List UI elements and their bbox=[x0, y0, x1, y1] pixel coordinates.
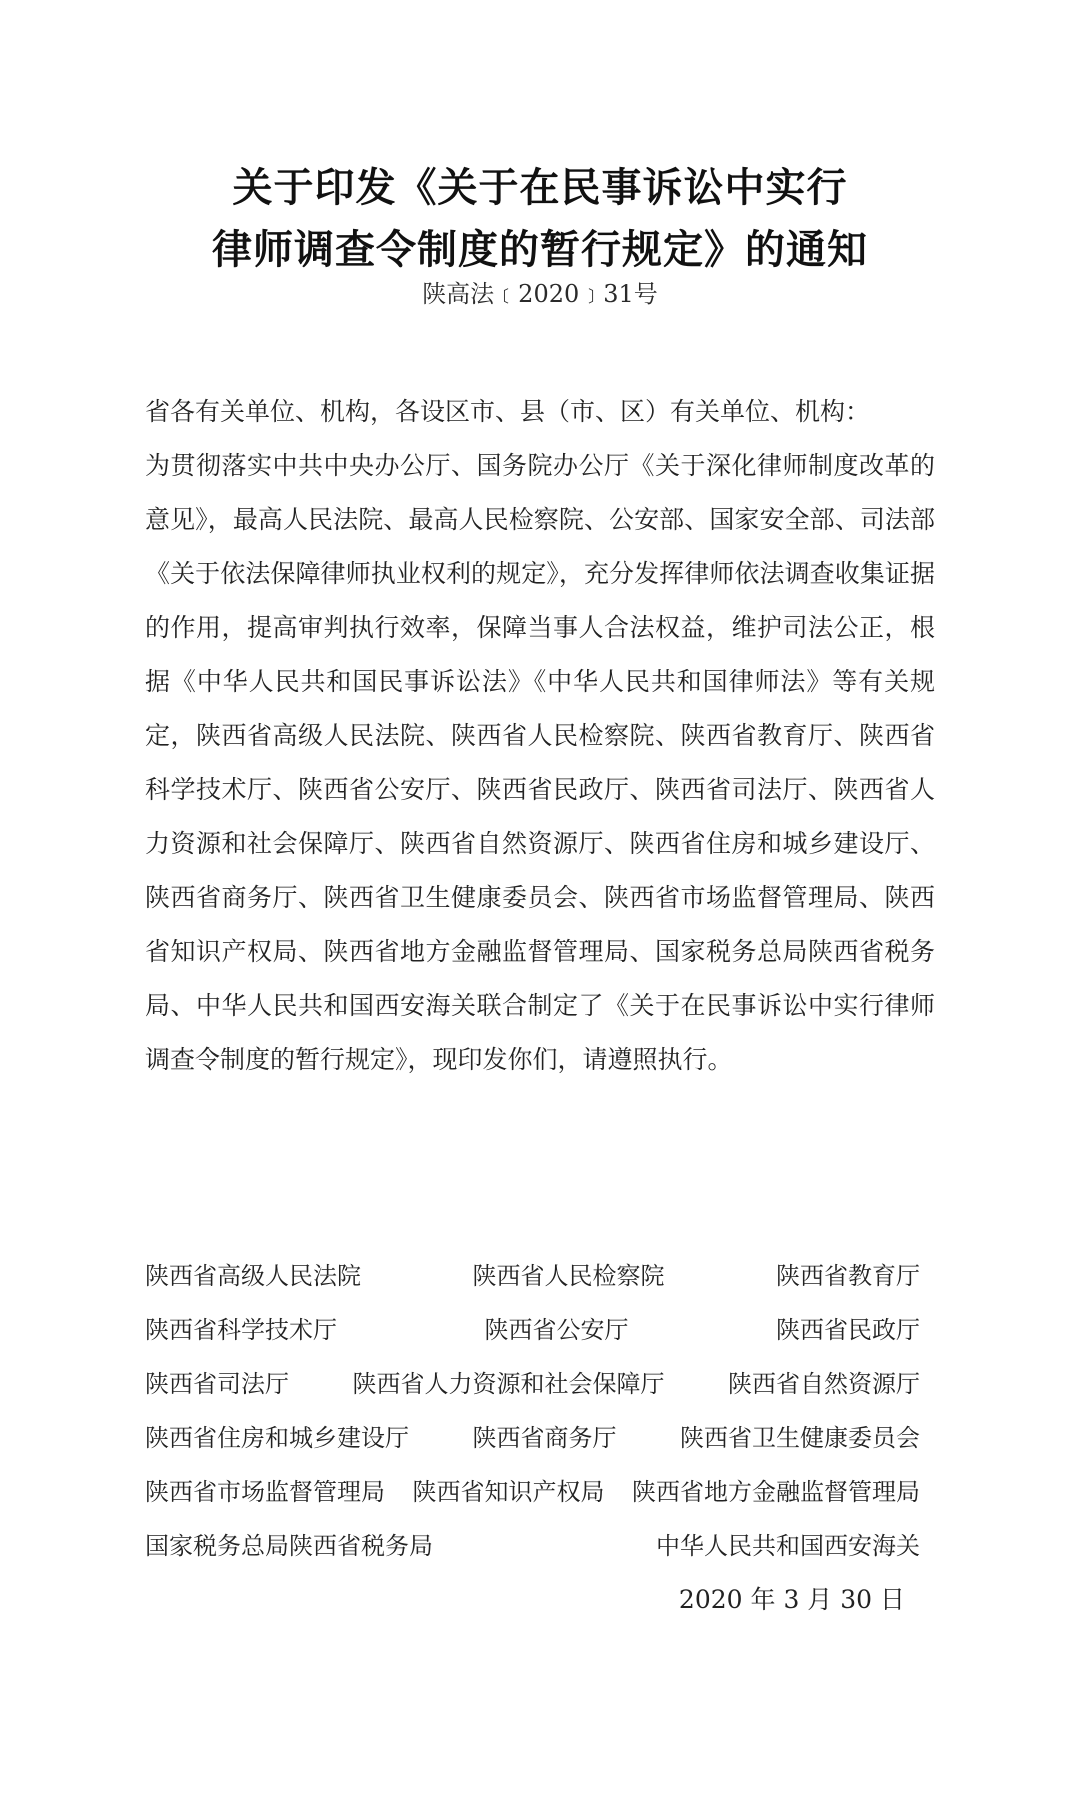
issuer-name: 陕西省商务厅 bbox=[472, 1424, 617, 1452]
issuer-name: 陕西省市场监督管理局 bbox=[145, 1478, 385, 1506]
issuer-name: 陕西省人力资源和社会保障厅 bbox=[352, 1370, 665, 1398]
salutation: 省各有关单位、机构，各设区市、县（市、区）有关单位、机构： bbox=[145, 397, 871, 426]
issuer-name: 陕西省科学技术厅 bbox=[145, 1316, 337, 1344]
issuer-name: 陕西省司法厅 bbox=[145, 1370, 289, 1398]
issuer-name: 陕西省自然资源厅 bbox=[728, 1370, 920, 1398]
issuer-row bbox=[145, 1526, 920, 1566]
issuer-row bbox=[145, 1418, 920, 1458]
issuer-name: 国家税务总局陕西省税务局 bbox=[145, 1532, 433, 1560]
issuer-row bbox=[145, 1472, 920, 1512]
issuer-name: 中华人民共和国西安海关 bbox=[656, 1532, 920, 1560]
issuer-name: 陕西省住房和城乡建设厅 bbox=[145, 1424, 409, 1452]
issuer-name: 陕西省民政厅 bbox=[776, 1316, 920, 1344]
document-number: 陕高法﹝2020﹞31号 bbox=[422, 280, 658, 308]
body-paragraph: 为贯彻落实中共中央办公厅、国务院办公厅《关于深化律师制度改革的意见》，最高人民法院、最高人民检察院、公安部、国家安全部、司法部《关于依法保障律师执业权利的规定》，充分发挥律师依法调查收集证据的作用，提高审判执行效率，保障当事人合法权益，维护司法公正，根据《中华人民共和国民事诉讼法》《中华人民共和国律师法》等有关规定，陕西省高级人民法院、陕西省人民检察院、陕西省教育厅、陕西省科学技术厅、陕西省公安厅、陕西省民政厅、陕西省司法厅、陕西省人力资源和社会保障厅、陕西省自然资源厅、陕西省住房和城乡建设厅、陕西省商务厅、陕西省卫生健康委员会、陕西省市场监督管理局、陕西省知识产权局、陕西省地方金融监督管理局、国家税务总局陕西省税务局、中华人民共和国西安海关联合制定了《关于在民事诉讼中实行律师调查令制度的暂行规定》，现印发你们，请遵照执行。 bbox=[145, 451, 935, 1074]
issuer-name: 陕西省教育厅 bbox=[776, 1262, 920, 1290]
issuer-name: 陕西省人民检察院 bbox=[472, 1262, 665, 1290]
issuer-name: 陕西省知识产权局 bbox=[412, 1478, 605, 1506]
issue-date: 2020 年 3 月 30 日 bbox=[678, 1585, 905, 1614]
issuer-row bbox=[145, 1310, 920, 1350]
issuer-row bbox=[145, 1364, 920, 1404]
issuer-name: 陕西省地方金融监督管理局 bbox=[632, 1478, 920, 1506]
issuer-name: 陕西省高级人民法院 bbox=[145, 1262, 361, 1290]
document-title-line-2: 律师调查令制度的暂行规定》的通知 bbox=[212, 226, 868, 273]
issuer-name: 陕西省卫生健康委员会 bbox=[680, 1424, 920, 1452]
issuer-name: 陕西省公安厅 bbox=[484, 1316, 629, 1344]
document-title-line-1: 关于印发《关于在民事诉讼中实行 bbox=[232, 164, 848, 211]
issuer-row bbox=[145, 1256, 920, 1296]
